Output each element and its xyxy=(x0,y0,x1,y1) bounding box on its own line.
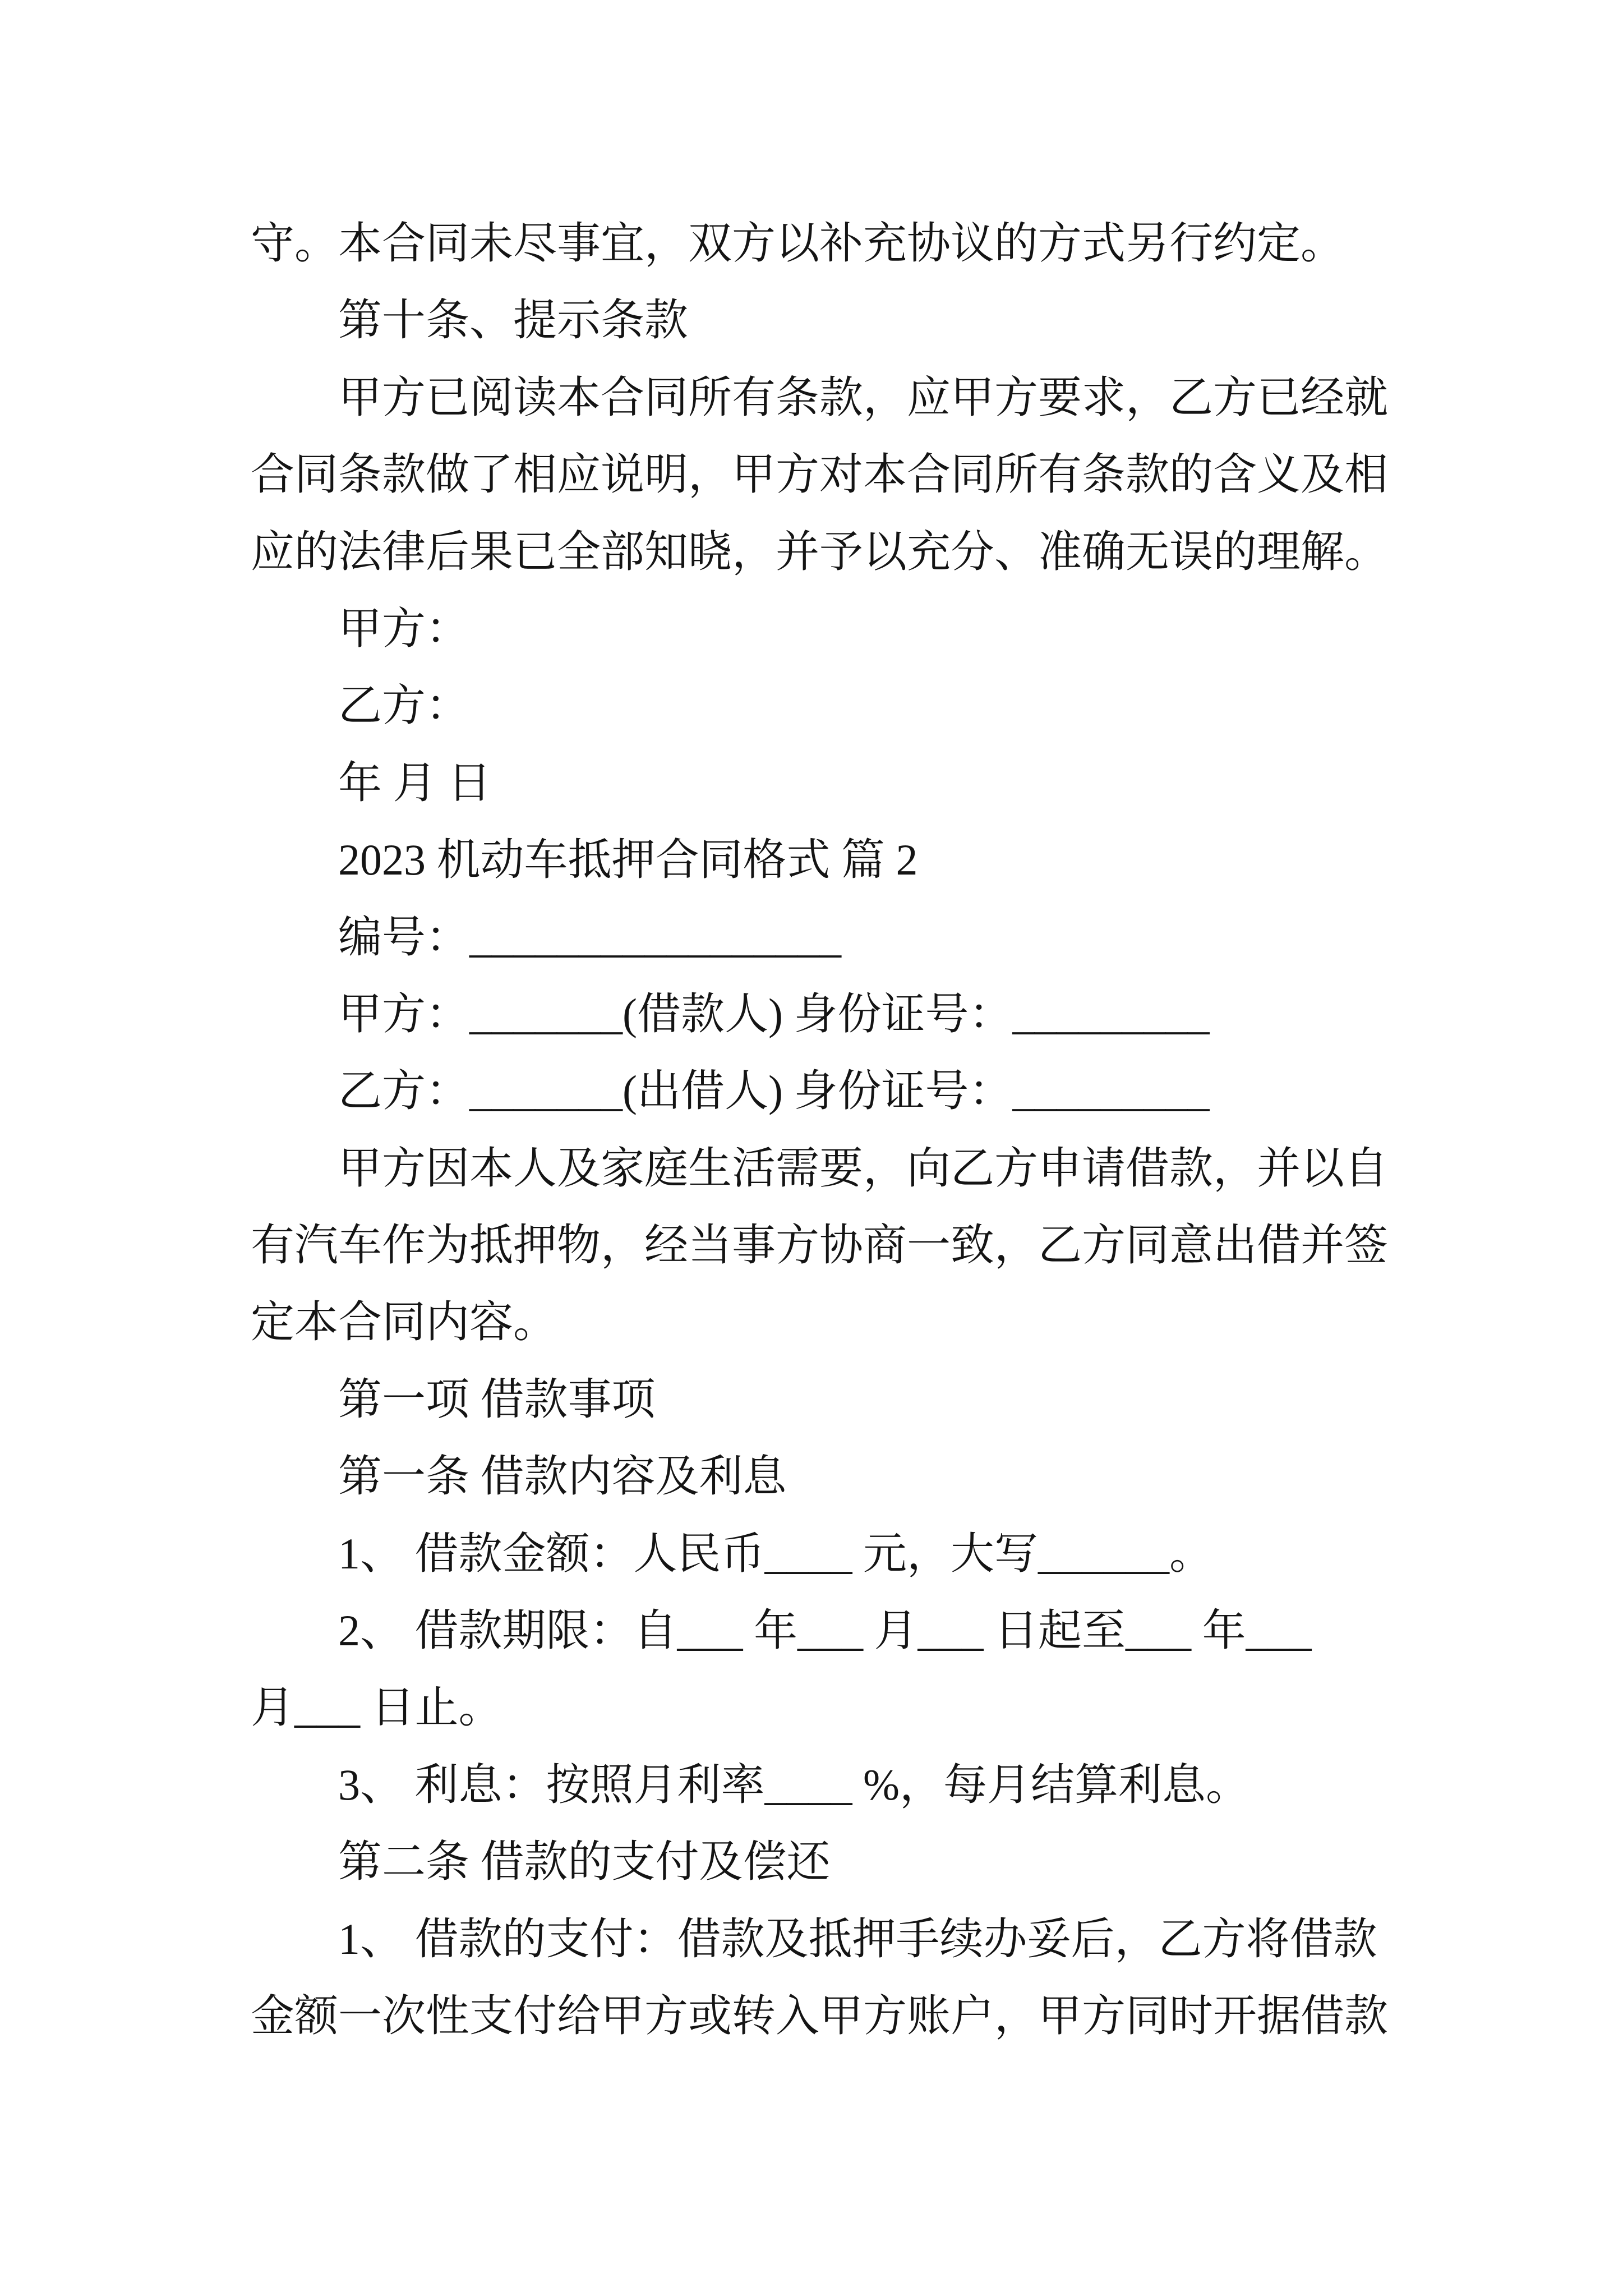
text-line: 2023 机动车抵押合同格式 篇 2 xyxy=(338,835,918,885)
text-line: 1、 借款的支付：借款及抵押手续办妥后，乙方将借款 xyxy=(338,1914,1377,1963)
text-line: 2、 借款期限：自___ 年___ 月___ 日起至___ 年___ xyxy=(338,1606,1312,1655)
clause-10-body xyxy=(251,359,1395,590)
text-line: 应的法律后果已全部知晓，并予以充分、准确无误的理解。 xyxy=(251,527,1389,576)
contract-page xyxy=(251,205,1395,2054)
text-line: 编号：_________________ xyxy=(338,912,842,961)
party-b-lender-field xyxy=(251,1052,1395,1129)
signature-party-a xyxy=(251,590,1395,667)
contract-2-title xyxy=(251,821,1395,898)
text-line: 第二条 借款的支付及偿还 xyxy=(338,1837,831,1887)
party-a-borrower-field xyxy=(251,976,1395,1052)
text-line: 金额一次性支付给甲方或转入甲方账户，甲方同时开据借款 xyxy=(251,1991,1389,2040)
text-line: 乙方： xyxy=(338,681,470,730)
text-line: 定本合同内容。 xyxy=(251,1297,557,1347)
signature-party-b xyxy=(251,667,1395,744)
text-line: 月___ 日止。 xyxy=(251,1683,502,1732)
signature-date xyxy=(251,744,1395,821)
loan-payment-clause xyxy=(251,1901,1395,2055)
text-line: 甲方已阅读本合同所有条款，应甲方要求，乙方已经就 xyxy=(338,372,1389,422)
clause-10-heading xyxy=(251,282,1395,358)
article-2-heading xyxy=(251,1823,1395,1900)
text-line: 甲方：_______(借款人) 身份证号：_________ xyxy=(338,989,1210,1038)
text-line: 年 月 日 xyxy=(338,758,492,807)
loan-term-clause xyxy=(251,1592,1395,1746)
item-1-heading xyxy=(251,1361,1395,1438)
contract-number-field xyxy=(251,899,1395,976)
preamble-paragraph xyxy=(251,1130,1395,1361)
loan-amount-clause xyxy=(251,1515,1395,1592)
text-line: 合同条款做了相应说明，甲方对本合同所有条款的含义及相 xyxy=(251,450,1389,499)
text-line: 3、 利息：按照月利率____ %，每月结算利息。 xyxy=(338,1760,1249,1809)
text-line: 第一条 借款内容及利息 xyxy=(338,1452,787,1501)
interest-clause xyxy=(251,1746,1395,1823)
text-line: 甲方： xyxy=(338,604,470,653)
text-line: 第十条、提示条款 xyxy=(338,296,689,345)
text-line: 1、 借款金额：人民币____ 元，大写______。 xyxy=(338,1529,1214,1578)
text-line: 有汽车作为抵押物，经当事方协商一致，乙方同意出借并签 xyxy=(251,1221,1389,1270)
text-line: 第一项 借款事项 xyxy=(338,1374,656,1424)
article-1-heading xyxy=(251,1438,1395,1515)
text-line: 甲方因本人及家庭生活需要，向乙方申请借款，并以自 xyxy=(338,1143,1389,1193)
continued-paragraph xyxy=(251,205,1395,282)
text-line: 乙方：_______(出借人) 身份证号：_________ xyxy=(338,1066,1210,1116)
text-line: 守。本合同未尽事宜，双方以补充协议的方式另行约定。 xyxy=(251,219,1345,268)
